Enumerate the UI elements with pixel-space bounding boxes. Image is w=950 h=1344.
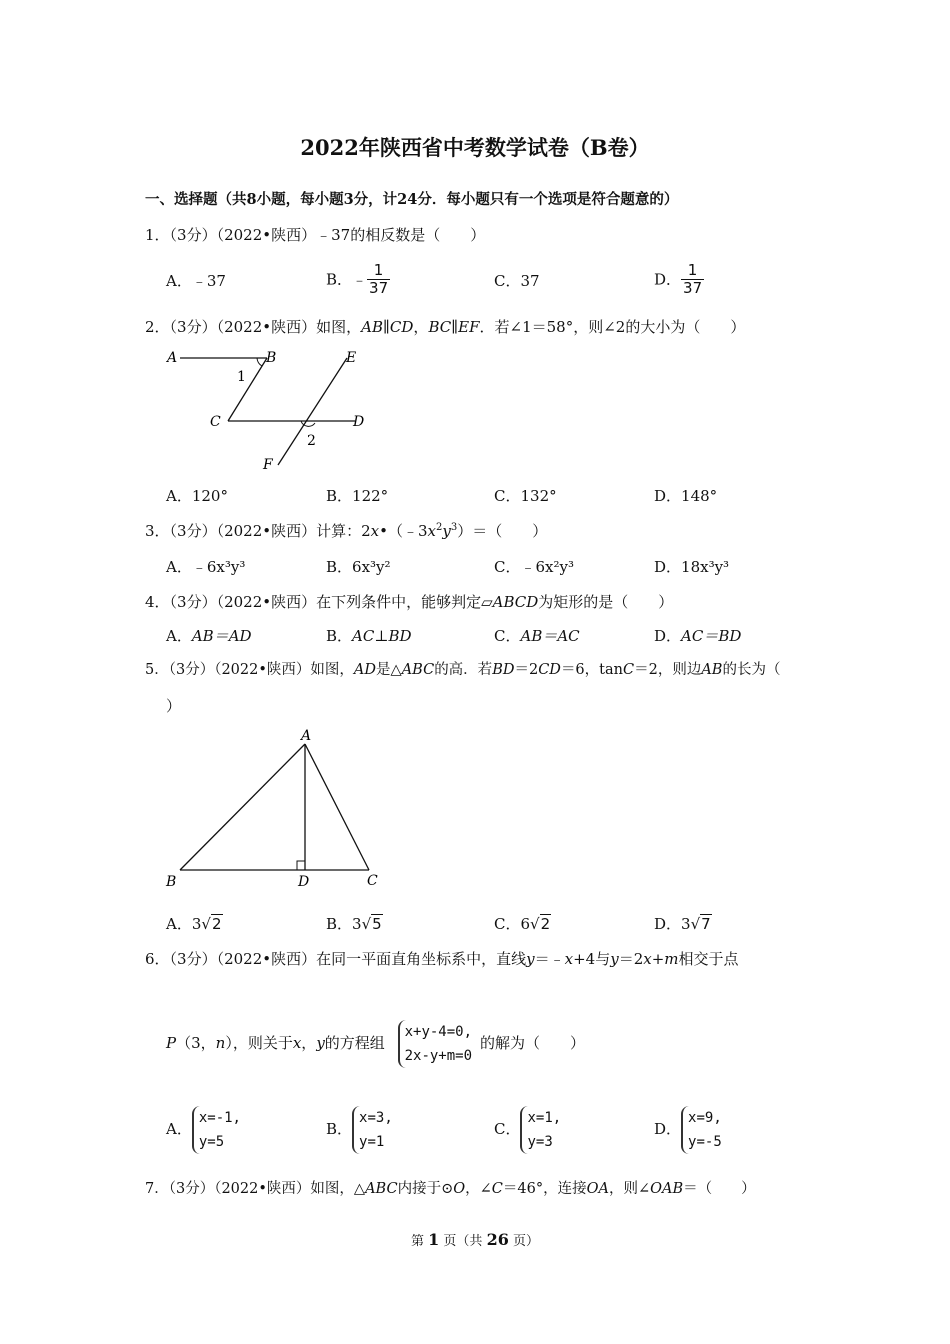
section-header: 一、选择题（共8小题，每小题3分，计24分．每小题只有一个选项是符合题意的） xyxy=(145,191,679,208)
question-text: （3分）（2022•陕西）﹣37的相反数是（ ） xyxy=(169,226,486,244)
point-label-d: D xyxy=(298,874,310,890)
question-text: ），则关于 xyxy=(225,1034,293,1052)
question-text: 的解为（ ） xyxy=(480,1034,586,1052)
square-root: √2 xyxy=(530,915,551,933)
option-text: AB＝AC xyxy=(520,627,580,645)
option-label: D．3 xyxy=(654,915,691,933)
math-var: AB xyxy=(701,662,723,678)
equation: x=1, xyxy=(527,1110,562,1126)
question-text: ）＝（ ） xyxy=(457,522,548,540)
q5-triangle-figure xyxy=(160,725,390,893)
question-4-stem xyxy=(145,592,673,612)
footer-text: 页） xyxy=(512,1234,539,1249)
equation: y=1 xyxy=(359,1134,385,1150)
question-2-stem xyxy=(145,317,745,337)
question-text: ， xyxy=(301,1034,317,1052)
question-number: 2． xyxy=(145,318,170,336)
denominator: 37 xyxy=(369,279,389,297)
equation: x=9, xyxy=(688,1110,722,1126)
math-var: O xyxy=(453,1181,466,1197)
option-label: A． xyxy=(166,1120,192,1138)
math-var: y xyxy=(526,950,535,968)
option-label: B．3 xyxy=(326,915,362,933)
fraction xyxy=(681,262,704,297)
option-label: B．﹣ xyxy=(326,270,368,289)
fraction xyxy=(367,262,390,297)
angle-label-1: 1 xyxy=(237,369,246,385)
equation: y=3 xyxy=(527,1134,553,1150)
solution-system xyxy=(681,1106,722,1154)
option-label: D． xyxy=(654,270,682,289)
question-number: 4． xyxy=(145,593,170,611)
q3-option-c[interactable]: C．﹣6x²y³ xyxy=(494,558,574,576)
square-root: √5 xyxy=(361,915,382,933)
math-var: ABC xyxy=(401,662,435,678)
equation-system xyxy=(398,1020,472,1068)
q4-option-d[interactable] xyxy=(654,626,741,646)
question-number: 5． xyxy=(145,662,169,678)
math-expr: BC∥EF xyxy=(428,318,480,336)
equation: 2x-y+m=0 xyxy=(404,1048,473,1064)
question-text: ，则∠ xyxy=(608,1181,651,1197)
point-label-c: C xyxy=(210,414,221,430)
footer-text: 第 xyxy=(410,1234,424,1249)
question-number: 1． xyxy=(145,226,170,244)
q2-option-a[interactable]: A．120° xyxy=(166,487,228,505)
q5-option-c[interactable] xyxy=(494,914,551,934)
q1-option-c[interactable]: C．37 xyxy=(494,272,540,290)
exponent: 3 xyxy=(450,522,458,533)
question-text: ，∠ xyxy=(465,1181,492,1197)
math-var: AD xyxy=(353,662,377,678)
question-number: 3． xyxy=(145,522,170,540)
question-text: 的高．若 xyxy=(434,662,493,678)
radicand: 2 xyxy=(540,915,551,933)
square-root: √2 xyxy=(201,915,222,933)
option-label: A．3 xyxy=(166,915,202,933)
option-label: C． xyxy=(494,1120,521,1138)
option-label: A． xyxy=(166,627,192,645)
q6-option-b[interactable] xyxy=(326,1103,393,1155)
numerator: 1 xyxy=(681,262,704,280)
question-text: ．若∠1＝58°，则∠2的大小为（ ） xyxy=(479,318,746,336)
math-var: x xyxy=(564,950,574,968)
question-text: ＝2 xyxy=(514,662,539,678)
q5-option-a[interactable] xyxy=(166,914,223,934)
q2-option-b[interactable]: B．122° xyxy=(326,487,389,505)
total-pages: 26 xyxy=(486,1230,509,1249)
point-label-b: B xyxy=(166,874,177,890)
question-text: +4与 xyxy=(573,950,611,968)
question-text: ＝6，tan xyxy=(560,662,623,678)
question-text: （3分）（2022•陕西）如图， xyxy=(168,662,354,678)
question-1-stem xyxy=(145,225,485,245)
question-text: （3分）（2022•陕西）在下列条件中，能够判定▱ xyxy=(169,593,493,611)
page-title: 2022年陕西省中考数学试卷（B卷） xyxy=(300,135,650,160)
page-footer xyxy=(0,1230,950,1252)
q2-parallel-lines-figure xyxy=(160,343,380,475)
equation: y=-5 xyxy=(688,1134,722,1150)
radicand: 2 xyxy=(211,915,222,933)
math-var: OA xyxy=(586,1181,609,1197)
option-text: AB＝AD xyxy=(191,627,252,645)
math-var: P xyxy=(166,1034,177,1052)
math-var: C xyxy=(491,1181,503,1197)
question-number: 6． xyxy=(145,950,170,968)
math-var: x xyxy=(292,1034,302,1052)
math-var: BD xyxy=(492,662,515,678)
math-var: m xyxy=(664,950,679,968)
angle-label-2: 2 xyxy=(307,433,316,449)
q3-option-b[interactable]: B．6x³y² xyxy=(326,558,391,576)
math-var: C xyxy=(622,662,635,678)
math-var: y xyxy=(610,950,619,968)
option-label: D． xyxy=(654,627,682,645)
q2-option-d[interactable]: D．148° xyxy=(654,487,718,505)
question-text: ， xyxy=(413,318,429,336)
solution-system xyxy=(192,1106,241,1154)
q6-option-a[interactable] xyxy=(166,1103,241,1155)
radicand: 5 xyxy=(372,915,382,933)
equation: x+y-4=0, xyxy=(404,1024,473,1040)
math-var: x xyxy=(370,522,380,540)
exponent: 2 xyxy=(436,522,443,533)
current-page-number: 1 xyxy=(428,1230,440,1249)
q6-option-c[interactable] xyxy=(494,1103,561,1155)
q3-option-d[interactable]: D．18x³y³ xyxy=(654,558,730,576)
math-var: y xyxy=(442,522,451,540)
question-number: 7． xyxy=(145,1181,169,1197)
math-expr: AB∥CD xyxy=(361,318,414,336)
question-text: + xyxy=(651,950,665,968)
q4-option-b[interactable] xyxy=(326,626,412,646)
equation: y=5 xyxy=(198,1134,225,1150)
equation: x=-1, xyxy=(198,1110,241,1126)
question-text: •（﹣3 xyxy=(379,522,428,540)
question-text: 相交于点 xyxy=(678,950,739,968)
q6-option-d[interactable] xyxy=(654,1103,722,1155)
question-5-stem xyxy=(145,660,780,680)
solution-system xyxy=(520,1106,561,1154)
math-var: x xyxy=(643,950,652,968)
option-label: B． xyxy=(326,627,353,645)
point-label-c: C xyxy=(367,873,378,889)
question-text: （3分）（2022•陕西）如图，△ xyxy=(168,1181,366,1197)
question-6-stem xyxy=(145,949,739,969)
option-label: B． xyxy=(326,1120,353,1138)
radicand: 7 xyxy=(701,915,711,933)
q1-option-d[interactable] xyxy=(654,262,704,297)
point-label-b: B xyxy=(266,350,277,366)
point-label-a: A xyxy=(167,350,178,366)
option-label: C．6 xyxy=(494,915,531,933)
question-text: 的长为（ xyxy=(722,662,781,678)
equation: x=3, xyxy=(359,1110,393,1126)
footer-text: 页（共 xyxy=(443,1234,483,1249)
math-var: n xyxy=(215,1034,226,1052)
point-label-d: D xyxy=(353,414,365,430)
math-var: CD xyxy=(538,662,561,678)
q1-option-a[interactable]: A．﹣37 xyxy=(166,272,226,290)
q2-option-c[interactable]: C．132° xyxy=(494,487,557,505)
option-text: AC＝BD xyxy=(681,627,742,645)
solution-system xyxy=(352,1106,393,1154)
point-label-f: F xyxy=(263,457,273,473)
q5-option-d[interactable] xyxy=(654,914,712,934)
option-label: C． xyxy=(494,627,521,645)
point-label-e: E xyxy=(346,350,357,366)
square-root: √7 xyxy=(690,915,711,933)
question-text: （3分）（2022•陕西）计算：2 xyxy=(169,522,371,540)
math-var: y xyxy=(316,1034,325,1052)
question-text: ＝2，则边 xyxy=(634,662,702,678)
question-text: （3分）（2022•陕西）如图， xyxy=(169,318,362,336)
question-7-stem xyxy=(145,1179,756,1199)
question-5-stem-line2: ） xyxy=(166,697,182,715)
q3-option-a[interactable]: A．﹣6x³y³ xyxy=(166,558,246,576)
question-text: 是△ xyxy=(376,662,402,678)
question-6-stem-line2 xyxy=(166,1017,585,1069)
question-3-stem xyxy=(145,521,547,541)
q4-option-c[interactable] xyxy=(494,626,580,646)
q5-option-b[interactable] xyxy=(326,914,383,934)
option-text: AC⊥BD xyxy=(352,627,412,645)
question-text: 为矩形的是（ ） xyxy=(538,593,674,611)
question-text: ＝46°，连接 xyxy=(502,1181,587,1197)
q1-option-b[interactable] xyxy=(326,262,390,297)
math-var: ABC xyxy=(365,1181,398,1197)
question-text: （3分）（2022•陕西）在同一平面直角坐标系中，直线 xyxy=(169,950,527,968)
math-expr: ABCD xyxy=(492,593,539,611)
question-text: 的方程组 xyxy=(324,1034,385,1052)
question-text: ＝﹣ xyxy=(534,950,565,968)
math-var: x xyxy=(427,522,437,540)
denominator: 37 xyxy=(683,279,703,297)
q4-option-a[interactable] xyxy=(166,626,252,646)
math-var: OAB xyxy=(650,1181,684,1197)
question-text: ＝（ ） xyxy=(683,1181,756,1197)
question-text: ＝2 xyxy=(618,950,644,968)
option-label: D． xyxy=(654,1120,682,1138)
question-text: 内接于⊙ xyxy=(397,1181,454,1197)
question-text: （3， xyxy=(176,1034,216,1052)
point-label-a: A xyxy=(301,728,312,744)
numerator: 1 xyxy=(367,262,390,280)
